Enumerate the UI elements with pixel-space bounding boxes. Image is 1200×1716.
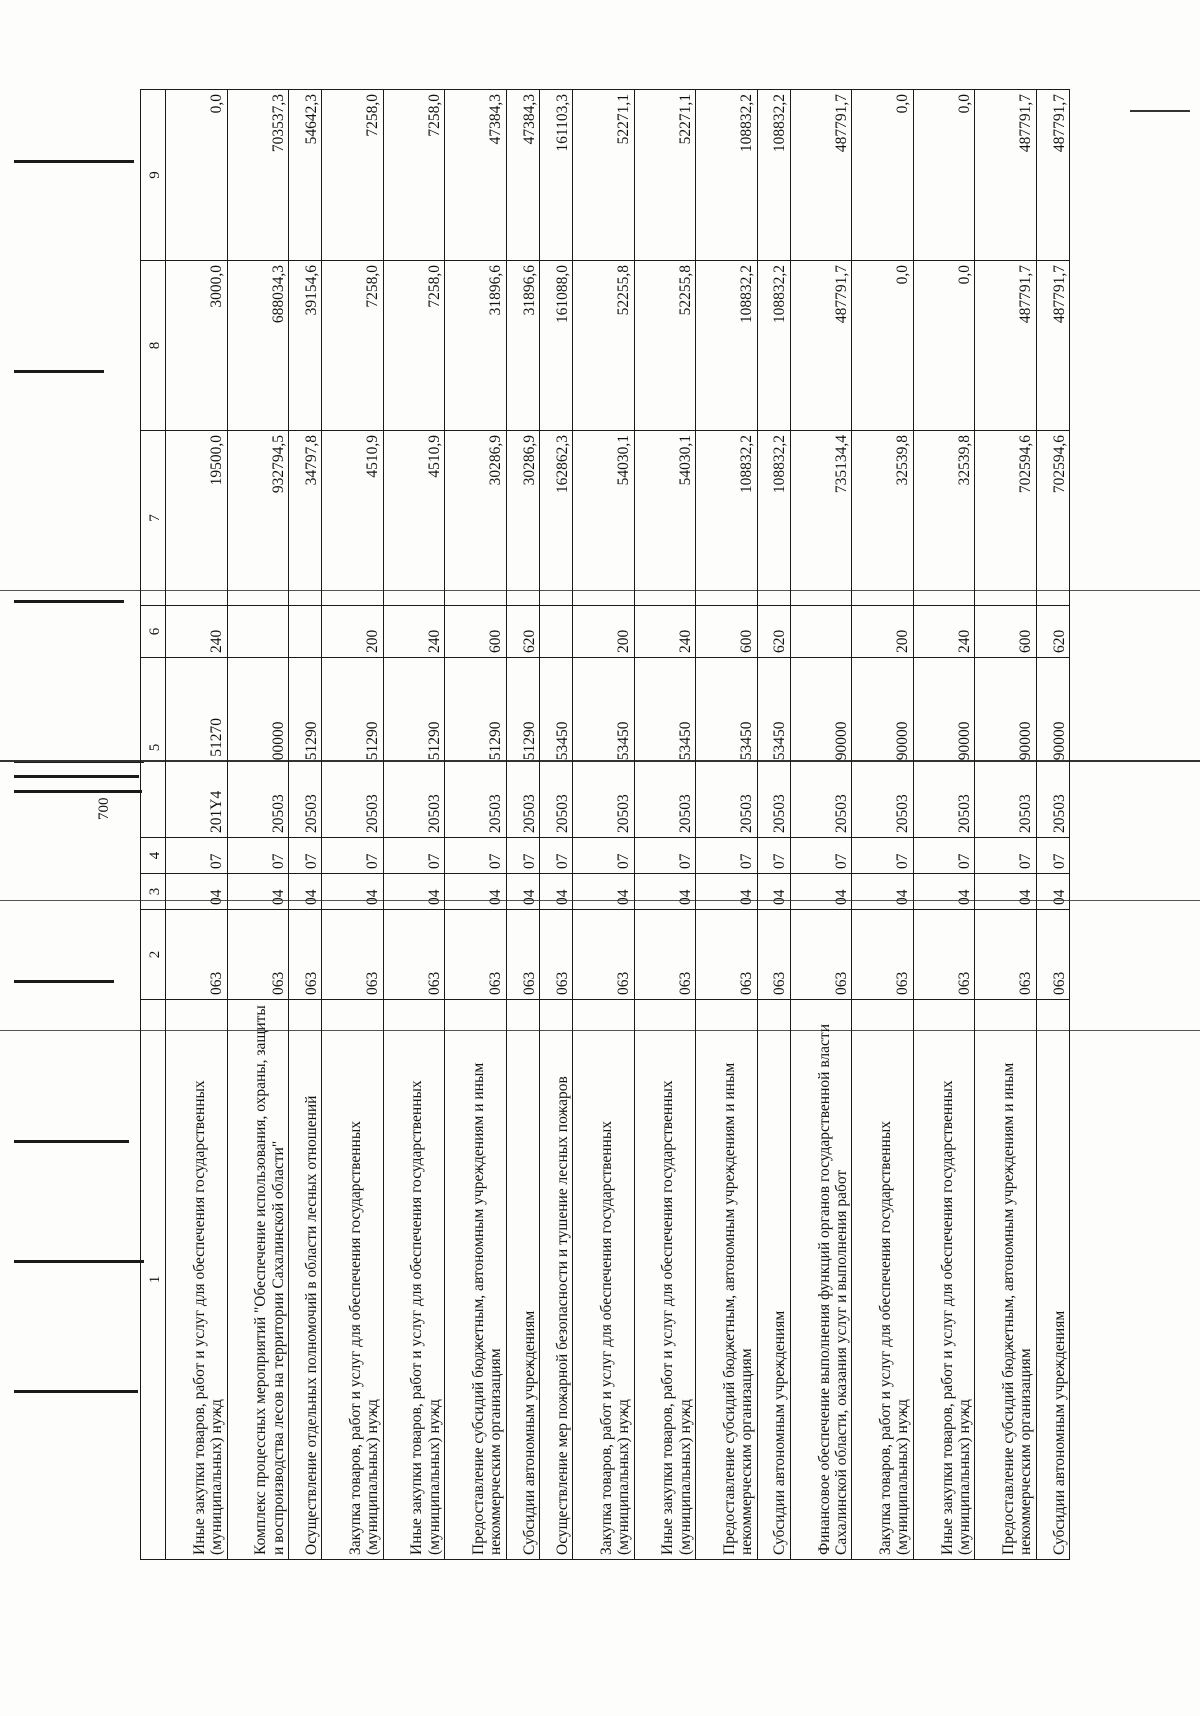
target-article-part1: 20503 [615, 794, 633, 833]
table-row [852, 90, 914, 1560]
subsection-code: 07 [696, 838, 758, 874]
col-header: 8 [141, 261, 166, 431]
col-header: 7 [141, 431, 166, 606]
section-code: 04 [506, 874, 539, 910]
page-note: 700 [96, 797, 112, 820]
amount-year-2: 0,0 [913, 261, 975, 431]
target-article-part1: 20503 [1017, 794, 1035, 833]
table-row [506, 90, 539, 1560]
row-description: Иные закупки товаров, работ и услуг для обеспечения государственных (муниципальных) нужд [913, 1000, 975, 1560]
subsection-code: 07 [289, 838, 322, 874]
table-row [227, 90, 289, 1560]
section-code: 04 [913, 874, 975, 910]
subsection-code: 07 [383, 838, 445, 874]
amount-year-2: 161088,0 [539, 261, 572, 431]
amount-year-3: 161103,3 [539, 90, 572, 261]
col-header: 1 [141, 1000, 166, 1560]
table-row [289, 90, 322, 1560]
subsection-code: 07 [975, 838, 1037, 874]
target-article-part1: 20503 [364, 794, 382, 833]
subsection-code: 07 [539, 838, 572, 874]
target-article-code [975, 658, 1037, 838]
target-article-part1: 20503 [832, 794, 850, 833]
row-description: Предоставление субсидий бюджетным, автономным учреждениям и иным некоммерческим организациям [696, 1000, 758, 1560]
section-code: 04 [573, 874, 635, 910]
ministry-code: 063 [539, 910, 572, 1000]
target-article-part2: 90000 [1017, 721, 1035, 761]
subsection-code: 07 [634, 838, 696, 874]
expense-type-code: 240 [634, 606, 696, 658]
amount-year-2: 0,0 [852, 261, 914, 431]
table-row [573, 90, 635, 1560]
expense-type-code: 200 [322, 606, 384, 658]
section-code: 04 [852, 874, 914, 910]
row-description: Финансовое обеспечение выполнения функций органов государственной власти Сахалинской области, оказания услуг и выполнения работ [790, 1000, 852, 1560]
target-article-code [383, 658, 445, 838]
amount-year-3: 47384,3 [506, 90, 539, 261]
ministry-code: 063 [289, 910, 322, 1000]
row-description: Предоставление субсидий бюджетным, автономным учреждениям и иным некоммерческим организациям [445, 1000, 507, 1560]
target-article-part1: 20503 [553, 794, 571, 833]
expense-type-code [289, 606, 322, 658]
target-article-part1: 20503 [771, 794, 789, 833]
amount-year-1: 932794,5 [227, 431, 289, 606]
amount-year-2: 39154,6 [289, 261, 322, 431]
amount-year-1: 30286,9 [506, 431, 539, 606]
amount-year-2: 3000,0 [166, 261, 228, 431]
amount-year-1: 32539,8 [852, 431, 914, 606]
amount-year-2: 7258,0 [322, 261, 384, 431]
amount-year-1: 54030,1 [634, 431, 696, 606]
table-row [790, 90, 852, 1560]
row-description: Иные закупки товаров, работ и услуг для обеспечения государственных (муниципальных) нужд [166, 1000, 228, 1560]
ministry-code: 063 [445, 910, 507, 1000]
expense-type-code [227, 606, 289, 658]
amount-year-3: 487791,7 [975, 90, 1037, 261]
amount-year-3: 47384,3 [445, 90, 507, 261]
scan-line [1130, 110, 1190, 112]
amount-year-1: 735134,4 [790, 431, 852, 606]
table-row [634, 90, 696, 1560]
target-article-code [1036, 658, 1069, 838]
ministry-code: 063 [634, 910, 696, 1000]
amount-year-1: 162862,3 [539, 431, 572, 606]
target-article-code [539, 658, 572, 838]
section-code: 04 [975, 874, 1037, 910]
subsection-code: 07 [227, 838, 289, 874]
target-article-part1: 20503 [894, 794, 912, 833]
amount-year-2: 31896,6 [506, 261, 539, 431]
table-row [757, 90, 790, 1560]
subsection-code: 07 [445, 838, 507, 874]
expense-type-code: 620 [757, 606, 790, 658]
ministry-code: 063 [913, 910, 975, 1000]
ministry-code: 063 [975, 910, 1037, 1000]
target-article-part1: 20503 [676, 794, 694, 833]
ministry-code: 063 [227, 910, 289, 1000]
section-code: 04 [1036, 874, 1069, 910]
amount-year-3: 108832,2 [696, 90, 758, 261]
target-article-part2: 53450 [615, 721, 633, 761]
ministry-code: 063 [696, 910, 758, 1000]
table-row [383, 90, 445, 1560]
ministry-code: 063 [790, 910, 852, 1000]
col-header: 9 [141, 90, 166, 261]
target-article-part1: 20503 [425, 794, 443, 833]
col-header: 2 [141, 910, 166, 1000]
target-article-part1: 20503 [1050, 794, 1068, 833]
section-code: 04 [757, 874, 790, 910]
target-article-part2: 53450 [738, 721, 756, 761]
expense-type-code: 240 [166, 606, 228, 658]
target-article-part1: 20503 [269, 794, 287, 833]
expense-type-code: 620 [1036, 606, 1069, 658]
target-article-code [166, 658, 228, 838]
row-description: Закупка товаров, работ и услуг для обеспечения государственных (муниципальных) нужд [852, 1000, 914, 1560]
amount-year-3: 0,0 [913, 90, 975, 261]
amount-year-2: 52255,8 [573, 261, 635, 431]
target-article-part1: 20503 [955, 794, 973, 833]
table-row [1036, 90, 1069, 1560]
ministry-code: 063 [166, 910, 228, 1000]
target-article-part2: 51290 [302, 721, 320, 761]
row-description: Осуществление отдельных полномочий в области лесных отношений [289, 1000, 322, 1560]
amount-year-2: 487791,7 [1036, 261, 1069, 431]
expense-type-code: 600 [696, 606, 758, 658]
target-article-code [696, 658, 758, 838]
row-description: Закупка товаров, работ и услуг для обеспечения государственных (муниципальных) нужд [322, 1000, 384, 1560]
budget-table [140, 89, 1070, 1560]
section-code: 04 [166, 874, 228, 910]
target-article-code [322, 658, 384, 838]
amount-year-2: 108832,2 [696, 261, 758, 431]
target-article-code [790, 658, 852, 838]
amount-year-3: 108832,2 [757, 90, 790, 261]
amount-year-1: 19500,0 [166, 431, 228, 606]
row-description: Иные закупки товаров, работ и услуг для обеспечения государственных (муниципальных) нужд [383, 1000, 445, 1560]
amount-year-2: 487791,7 [790, 261, 852, 431]
expense-type-code: 200 [852, 606, 914, 658]
amount-year-3: 0,0 [166, 90, 228, 261]
subsection-code: 07 [852, 838, 914, 874]
target-article-part2: 90000 [1050, 721, 1068, 761]
col-header: 6 [141, 606, 166, 658]
section-code: 04 [289, 874, 322, 910]
target-article-part2: 51290 [487, 721, 505, 761]
amount-year-1: 34797,8 [289, 431, 322, 606]
target-article-code [634, 658, 696, 838]
ministry-code: 063 [322, 910, 384, 1000]
table-row [975, 90, 1037, 1560]
expense-type-code [790, 606, 852, 658]
target-article-code [227, 658, 289, 838]
target-article-part2: 00000 [269, 721, 287, 761]
amount-year-1: 108832,2 [696, 431, 758, 606]
ministry-code: 063 [383, 910, 445, 1000]
ministry-code: 063 [757, 910, 790, 1000]
amount-year-2: 52255,8 [634, 261, 696, 431]
expense-type-code: 600 [445, 606, 507, 658]
section-code: 04 [227, 874, 289, 910]
row-description: Осуществление мер пожарной безопасности и тушение лесных пожаров [539, 1000, 572, 1560]
col-header: 4 [141, 838, 166, 874]
subsection-code: 07 [322, 838, 384, 874]
table-row [696, 90, 758, 1560]
amount-year-3: 52271,1 [634, 90, 696, 261]
target-article-part2: 51270 [208, 718, 226, 757]
subsection-code: 07 [573, 838, 635, 874]
amount-year-3: 7258,0 [383, 90, 445, 261]
row-description: Субсидии автономным учреждениям [506, 1000, 539, 1560]
target-article-code [757, 658, 790, 838]
expense-type-code: 200 [573, 606, 635, 658]
amount-year-1: 702594,6 [1036, 431, 1069, 606]
table-row [445, 90, 507, 1560]
target-article-code [506, 658, 539, 838]
amount-year-2: 688034,3 [227, 261, 289, 431]
subsection-code: 07 [757, 838, 790, 874]
amount-year-1: 54030,1 [573, 431, 635, 606]
subsection-code: 07 [790, 838, 852, 874]
amount-year-1: 4510,9 [322, 431, 384, 606]
table-row [913, 90, 975, 1560]
amount-year-2: 108832,2 [757, 261, 790, 431]
amount-year-3: 52271,1 [573, 90, 635, 261]
row-description: Субсидии автономным учреждениям [757, 1000, 790, 1560]
target-article-part2: 51290 [520, 721, 538, 761]
target-article-part2: 90000 [832, 721, 850, 761]
target-article-part2: 90000 [894, 721, 912, 761]
table-row [322, 90, 384, 1560]
expense-type-code [539, 606, 572, 658]
table-body [166, 90, 1070, 1560]
amount-year-3: 54642,3 [289, 90, 322, 261]
subsection-code: 07 [166, 838, 228, 874]
header-row [141, 90, 166, 1560]
section-code: 04 [383, 874, 445, 910]
section-code: 04 [445, 874, 507, 910]
expense-type-code: 620 [506, 606, 539, 658]
target-article-part2: 90000 [955, 721, 973, 761]
table-row [539, 90, 572, 1560]
row-description: Предоставление субсидий бюджетным, автономным учреждениям и иным некоммерческим организациям [975, 1000, 1037, 1560]
target-article-part1: 20503 [302, 794, 320, 833]
target-article-code [289, 658, 322, 838]
ministry-code: 063 [1036, 910, 1069, 1000]
amount-year-1: 702594,6 [975, 431, 1037, 606]
amount-year-2: 7258,0 [383, 261, 445, 431]
target-article-part1: 20503 [520, 794, 538, 833]
target-article-part2: 53450 [676, 721, 694, 761]
col-header: 5 [141, 658, 166, 838]
section-code: 04 [696, 874, 758, 910]
expense-type-code: 600 [975, 606, 1037, 658]
expense-type-code: 240 [383, 606, 445, 658]
row-description: Закупка товаров, работ и услуг для обеспечения государственных (муниципальных) нужд [573, 1000, 635, 1560]
subsection-code: 07 [1036, 838, 1069, 874]
amount-year-1: 108832,2 [757, 431, 790, 606]
amount-year-2: 487791,7 [975, 261, 1037, 431]
section-code: 04 [790, 874, 852, 910]
col-header: 3 [141, 874, 166, 910]
ministry-code: 063 [506, 910, 539, 1000]
target-article-part2: 51290 [425, 721, 443, 761]
target-article-part2: 51290 [364, 721, 382, 761]
amount-year-1: 30286,9 [445, 431, 507, 606]
target-article-part1: 20503 [487, 794, 505, 833]
amount-year-3: 703537,3 [227, 90, 289, 261]
section-code: 04 [322, 874, 384, 910]
target-article-code [913, 658, 975, 838]
amount-year-1: 32539,8 [913, 431, 975, 606]
subsection-code: 07 [506, 838, 539, 874]
row-description: Иные закупки товаров, работ и услуг для обеспечения государственных (муниципальных) нужд [634, 1000, 696, 1560]
amount-year-2: 31896,6 [445, 261, 507, 431]
scan-noise-strip [14, 60, 154, 1540]
amount-year-3: 7258,0 [322, 90, 384, 261]
target-article-code [852, 658, 914, 838]
amount-year-3: 487791,7 [1036, 90, 1069, 261]
section-code: 04 [539, 874, 572, 910]
expense-type-code: 240 [913, 606, 975, 658]
row-description: Комплекс процессных мероприятий "Обеспечение использования, охраны, защиты и воспроизводства лесов на территории Сахалинской области" [227, 1000, 289, 1560]
subsection-code: 07 [913, 838, 975, 874]
section-code: 04 [634, 874, 696, 910]
target-article-code [573, 658, 635, 838]
target-article-part2: 53450 [553, 721, 571, 761]
amount-year-3: 487791,7 [790, 90, 852, 261]
target-article-part1: 20503 [738, 794, 756, 833]
target-article-code [445, 658, 507, 838]
ministry-code: 063 [852, 910, 914, 1000]
row-description: Субсидии автономным учреждениям [1036, 1000, 1069, 1560]
ministry-code: 063 [573, 910, 635, 1000]
rotated-table-container [96, 90, 1070, 1560]
amount-year-1: 4510,9 [383, 431, 445, 606]
target-article-part1: 201Y4 [208, 790, 226, 833]
target-article-part2: 53450 [771, 721, 789, 761]
amount-year-3: 0,0 [852, 90, 914, 261]
table-row [166, 90, 228, 1560]
